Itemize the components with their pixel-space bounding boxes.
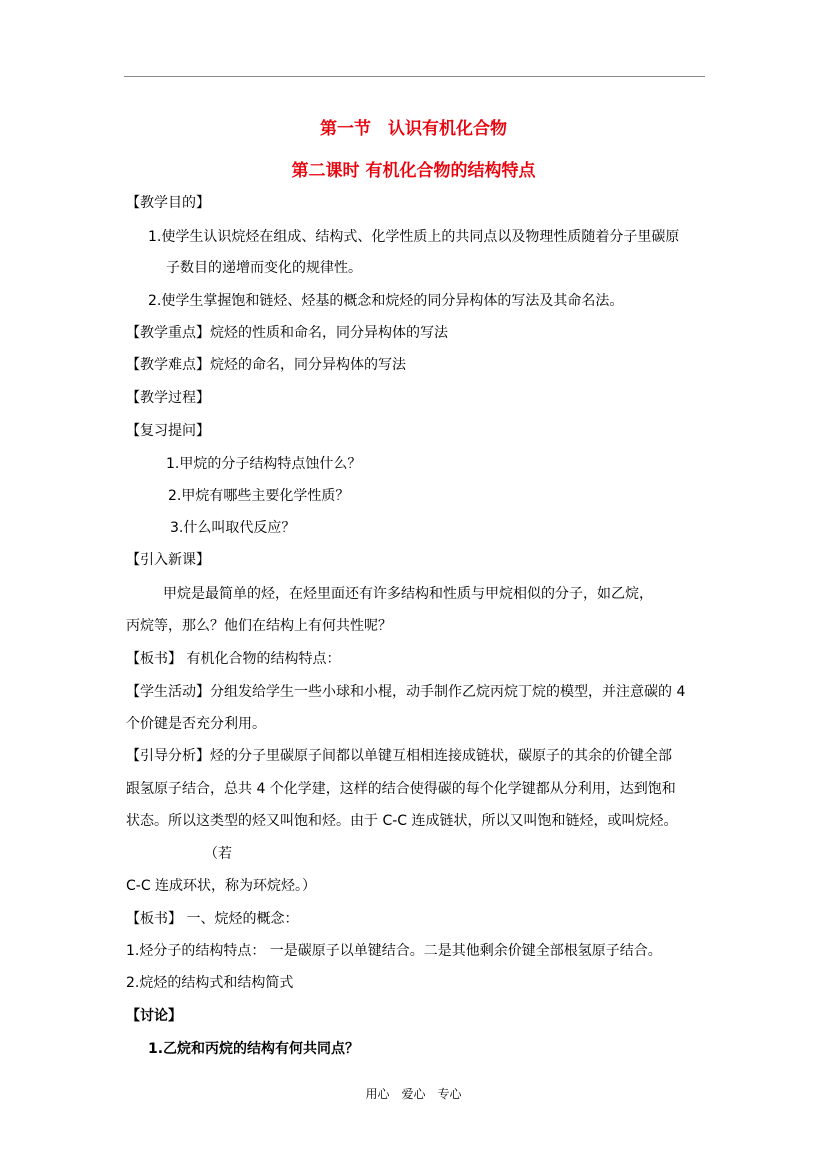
review-question-2: 2.甲烷有哪些主要化学性质？ bbox=[168, 488, 350, 504]
objective-1-line-2: 子数目的递增而变化的规律性。 bbox=[166, 260, 362, 276]
guide-analysis-line-3: 状态。所以这类型的烃又叫饱和烃。由于 C-C 连成链状，所以又叫饱和链烃，或叫烷烃。 bbox=[126, 813, 678, 829]
footer-text-3: 专心 bbox=[437, 1087, 462, 1101]
intro-paragraph-line-2: 丙烷等，那么？他们在结构上有何共性呢？ bbox=[126, 618, 392, 634]
objective-1-line-1: 1.使学生认识烷烃在组成、结构式、化学性质上的共同点以及物理性质随着分子里碳原 bbox=[148, 229, 680, 245]
review-question-1: 1.甲烷的分子结构特点蚀什么？ bbox=[166, 456, 362, 472]
key-points: 【教学重点】烷烃的性质和命名，同分异构体的写法 bbox=[126, 325, 448, 341]
review-question-3: 3.什么叫取代反应？ bbox=[170, 520, 296, 536]
guide-analysis-line-1: 【引导分析】烃的分子里碳原子间都以单键互相相连接成链状，碳原子的其余的价键全部 bbox=[126, 748, 672, 764]
difficult-points: 【教学难点】烷烃的命名，同分异构体的写法 bbox=[126, 357, 406, 373]
concept-item-2: 2.烷烃的结构式和结构简式 bbox=[126, 975, 294, 991]
board-heading-2: 【板书】 一、烷烃的概念： bbox=[126, 911, 299, 927]
intro-paragraph-line-1: 甲烷是最简单的烃，在烃里面还有许多结构和性质与甲烷相似的分子，如乙烷， bbox=[163, 586, 653, 602]
page-footer bbox=[0, 1085, 827, 1102]
lesson-subtitle: 第二课时 有机化合物的结构特点 bbox=[291, 161, 536, 181]
process-heading: 【教学过程】 bbox=[126, 390, 210, 406]
guide-analysis-line-5: C-C 连成环状，称为环烷烃。） bbox=[126, 878, 317, 894]
review-heading: 【复习提问】 bbox=[126, 423, 210, 439]
guide-analysis-line-4: （若 bbox=[204, 846, 232, 862]
concept-item-1: 1.烃分子的结构特点： 一是碳原子以单键结合。二是其他剩余价键全部根氢原子结合。 bbox=[126, 943, 662, 959]
student-activity-line-1: 【学生活动】分组发给学生一些小球和小棍，动手制作乙烷丙烷丁烷的模型，并注意碳的 4 bbox=[126, 684, 686, 700]
discussion-question-1: 1.乙烷和丙烷的结构有何共同点？ bbox=[148, 1041, 360, 1057]
footer-text-2: 爱心 bbox=[401, 1087, 426, 1101]
objectives-heading: 【教学目的】 bbox=[126, 195, 210, 211]
header-rule bbox=[124, 76, 705, 77]
discussion-heading: 【讨论】 bbox=[126, 1008, 182, 1024]
footer-text-1: 用心 bbox=[365, 1087, 390, 1101]
objective-2: 2.使学生掌握饱和链烃、烃基的概念和烷烃的同分异构体的写法及其命名法。 bbox=[148, 293, 624, 309]
guide-analysis-line-2: 跟氢原子结合，总共 4 个化学建，这样的结合使得碳的每个化学键都从分利用，达到饱和 bbox=[126, 781, 676, 797]
intro-heading: 【引入新课】 bbox=[126, 552, 210, 568]
student-activity-line-2: 个价键是否充分利用。 bbox=[126, 716, 266, 732]
board-heading-1: 【板书】 有机化合物的结构特点： bbox=[126, 651, 341, 667]
section-title: 第一节 认识有机化合物 bbox=[320, 119, 507, 139]
